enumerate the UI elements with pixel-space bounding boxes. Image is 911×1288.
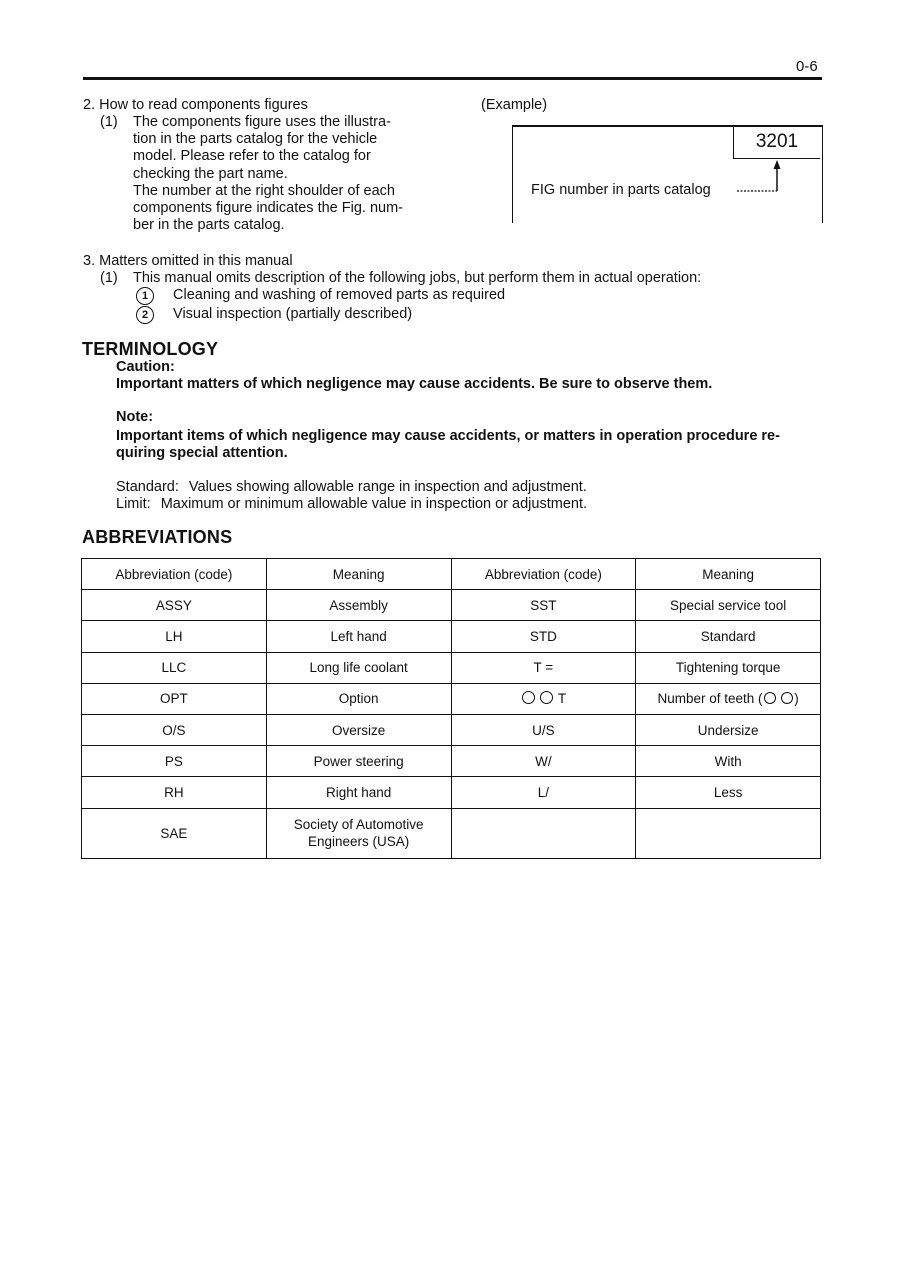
table-cell: U/S: [451, 715, 636, 746]
table-cell: Option: [266, 683, 451, 714]
circled-number-2: 2: [136, 306, 154, 324]
table-cell: PS: [82, 746, 267, 777]
paragraph-line: ber in the parts catalog.: [133, 217, 285, 234]
standard-label: Standard:: [116, 479, 179, 495]
table-cell: Left hand: [266, 621, 451, 652]
table-cell: OPT: [82, 683, 267, 714]
caution-text: Important matters of which negligence may cause accidents. Be sure to observe them.: [116, 376, 713, 392]
table-row: [82, 590, 821, 621]
abbreviations-heading: ABBREVIATIONS: [82, 527, 233, 547]
table-cell: [636, 683, 821, 714]
circle-symbol-icon: [522, 691, 535, 704]
table-cell: Less: [636, 777, 821, 808]
table-cell: [451, 808, 636, 858]
table-header-row: [82, 559, 821, 590]
table-cell: Oversize: [266, 715, 451, 746]
section-3-item-text: This manual omits description of the following jobs, but perform them in actual operation:: [133, 270, 702, 286]
table-cell: W/: [451, 746, 636, 777]
list-item-text: Visual inspection (partially described): [173, 306, 413, 322]
note-text-line-2: quiring special attention.: [116, 445, 288, 461]
column-header: Abbreviation (code): [82, 559, 267, 590]
section-2-item-label: (1): [100, 114, 118, 130]
table-cell: LH: [82, 621, 267, 652]
circle-symbol-icon: [781, 692, 793, 704]
list-item-text: Cleaning and washing of removed parts as required: [173, 287, 506, 303]
table-row: [82, 715, 821, 746]
example-label: (Example): [481, 97, 548, 113]
paragraph-line: The components figure uses the illustra-: [133, 114, 391, 130]
standard-text: Values showing allowable range in inspection and adjustment.: [188, 479, 587, 495]
paragraph-line: tion in the parts catalog for the vehicle: [133, 131, 378, 148]
note-label: Note:: [116, 409, 154, 425]
circle-symbol-icon: [764, 692, 776, 704]
table-cell: SAE: [82, 808, 267, 858]
table-cell: LLC: [82, 652, 267, 683]
list-item: [136, 306, 412, 324]
column-header: Meaning: [636, 559, 821, 590]
list-item: [136, 287, 505, 305]
table-cell: With: [636, 746, 821, 777]
table-cell: T =: [451, 652, 636, 683]
table-cell: Power steering: [266, 746, 451, 777]
table-cell: STD: [451, 621, 636, 652]
table-row: [82, 746, 821, 777]
table-cell: [266, 808, 451, 858]
paragraph-line: checking the part name.: [133, 165, 288, 182]
section-3-title: 3. Matters omitted in this manual: [83, 253, 293, 269]
table-row: [82, 808, 821, 858]
paragraph-line: The number at the right shoulder of each: [133, 182, 395, 199]
note-text-line-1: Important items of which negligence may cause accidents, or matters in operation procedure re-: [116, 428, 780, 444]
abbreviations-table: [81, 558, 821, 859]
limit-label: Limit:: [116, 496, 151, 512]
table-cell: SST: [451, 590, 636, 621]
table-cell: RH: [82, 777, 267, 808]
teeth-meaning: Number of teeth (: [657, 691, 763, 707]
cell-line: Society of Automotive: [293, 817, 424, 833]
circled-number-1: 1: [136, 287, 154, 305]
section-2-title: 2. How to read components figures: [83, 97, 308, 113]
table-cell: ASSY: [82, 590, 267, 621]
table-cell: O/S: [82, 715, 267, 746]
teeth-meaning-close: ): [794, 691, 799, 707]
page-number: 0-6: [796, 58, 818, 75]
leader-arrow-icon: [735, 158, 785, 198]
example-fig-number: 3201: [733, 125, 820, 159]
section-2-paragraph: [133, 114, 403, 234]
circle-symbol-icon: [540, 691, 553, 704]
paragraph-line: components figure indicates the Fig. num-: [133, 200, 403, 217]
caution-label: Caution:: [116, 359, 175, 375]
paragraph-line: model. Please refer to the catalog for: [133, 148, 371, 165]
table-cell: Long life coolant: [266, 652, 451, 683]
column-header: Meaning: [266, 559, 451, 590]
table-cell: Assembly: [266, 590, 451, 621]
table-cell: Undersize: [636, 715, 821, 746]
table-cell: L/: [451, 777, 636, 808]
standard-definition: [116, 479, 587, 496]
limit-text: Maximum or minimum allowable value in inspection or adjustment.: [160, 496, 588, 512]
terminology-heading: TERMINOLOGY: [82, 339, 219, 359]
example-caption: FIG number in parts catalog: [531, 182, 711, 198]
section-3-item-label: (1): [100, 270, 118, 286]
table-cell: Right hand: [266, 777, 451, 808]
cell-line: Engineers (USA): [307, 834, 410, 850]
table-row: [82, 652, 821, 683]
table-cell: Tightening torque: [636, 652, 821, 683]
table-cell: Standard: [636, 621, 821, 652]
table-row: [82, 777, 821, 808]
table-cell: [636, 808, 821, 858]
table-row: [82, 621, 821, 652]
teeth-code: T: [557, 691, 567, 707]
column-header: Abbreviation (code): [451, 559, 636, 590]
table-cell: Special service tool: [636, 590, 821, 621]
header-rule: [83, 77, 822, 80]
table-row: [82, 683, 821, 714]
limit-definition: [116, 496, 587, 513]
table-cell: [451, 683, 636, 714]
